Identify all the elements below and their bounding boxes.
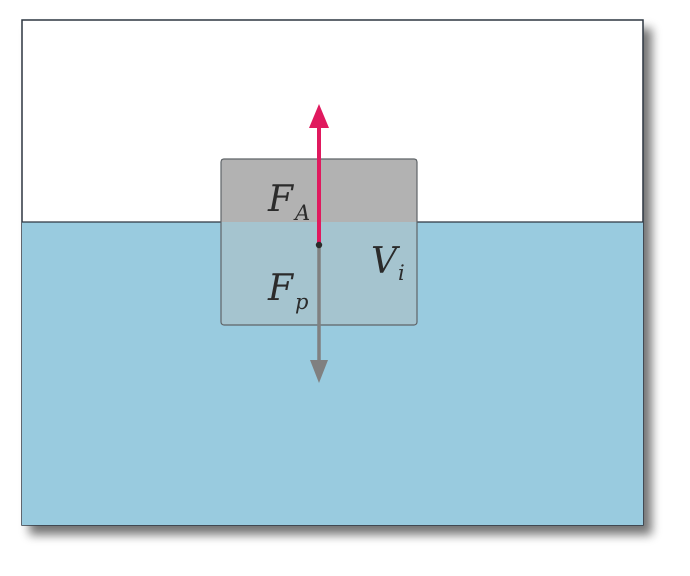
- gravity-force-label: $F_p$: [268, 268, 309, 314]
- force-application-point: [316, 242, 322, 248]
- immersed-volume-label: Vi: [371, 241, 405, 285]
- buoyant-force-label: $F_A$: [268, 179, 311, 225]
